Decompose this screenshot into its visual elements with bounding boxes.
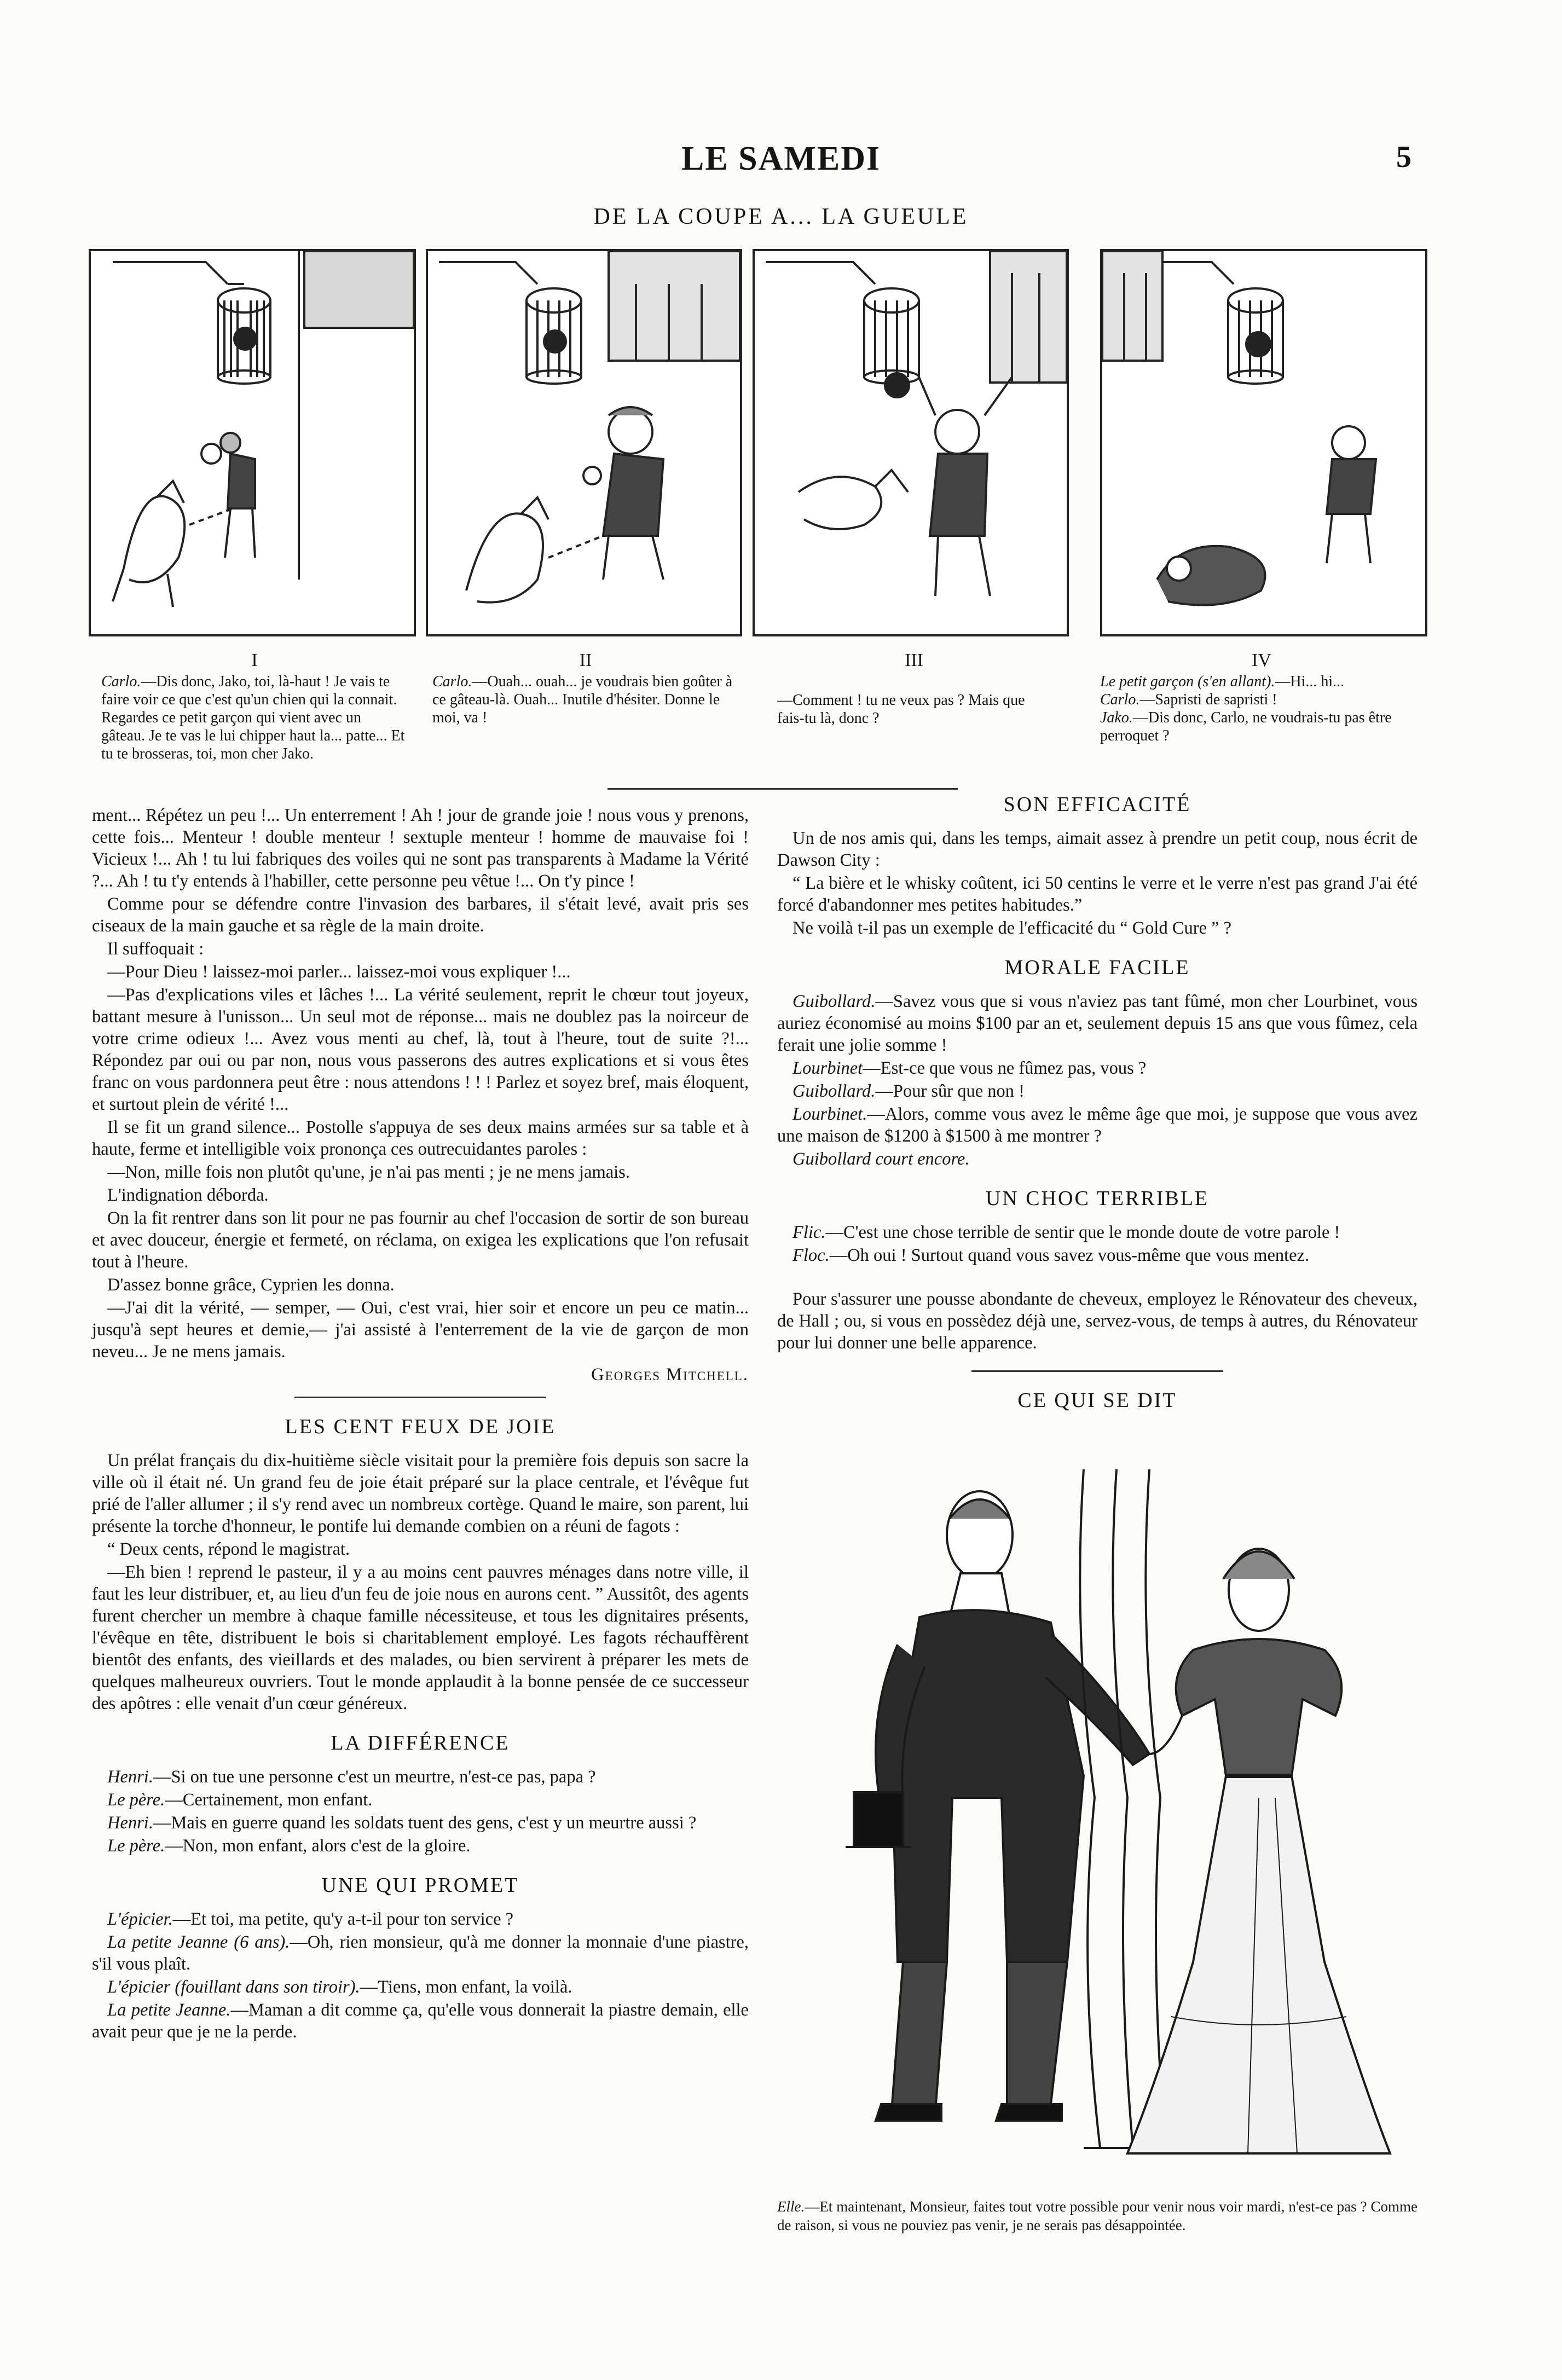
story-paragraph: On la fit rentrer dans son lit pour ne pas fournir au chef l'occasion de sortir de son bureau et avec douceur, énergie et fermeté, on réclama, on exigea les explications que l'on refusait tout à l'heure. xyxy=(92,1208,749,1272)
courtship-drawing xyxy=(843,1469,1423,2181)
dialogue-text: —Sapristi de sapristi ! xyxy=(1139,691,1277,708)
speaker: Lourbinet xyxy=(792,1058,863,1078)
speaker: Le père. xyxy=(107,1836,165,1856)
dialogue-line xyxy=(92,1976,749,1998)
speaker: L'épicier (fouillant dans son tiroir). xyxy=(107,1977,360,1997)
dialogue-text: —Mais en guerre quand les soldats tuent des gens, c'est y un meurtre aussi ? xyxy=(153,1813,697,1833)
panel-4-numeral: IV xyxy=(1252,650,1271,670)
speaker: Le petit garçon (s'en allant). xyxy=(1100,673,1275,690)
dialogue-text: —Ouah... ouah... je voudrais bien goûter à ce gâteau-là. Ouah... Inutile d'hésiter. Donne le moi, va ! xyxy=(432,673,733,726)
panel-4-dialogue-1 xyxy=(1100,673,1423,691)
panel-3-dialogue xyxy=(777,691,1051,727)
speaker: Lourbinet. xyxy=(792,1104,867,1124)
dialogue-text: —Oh, rien monsieur, qu'à me donner la monnaie d'une piastre, s'il vous plaît. xyxy=(92,1932,749,1974)
story-paragraph: —Pas d'explications viles et lâches !... La vérité seulement, reprit le chœur tout joyeux, battant mesure à l'unisson... Un seul mot de réponse... mais ne doublez pas la noirceur de votre crime odieux !... Avez vous menti au chef, là, tout à l'heure, tout de suite ?!... Répondez par oui ou par non, nous vous passerons des autres explications et si vous êtes franc on vous pardonnera peut être : nous attendons ! ! ! Parlez et soyez bref, mais éloquent, et surtout plein de vérité !... xyxy=(92,985,749,1114)
article-paragraph: “ Deux cents, répond le magistrat. xyxy=(107,1539,350,1559)
section-title: LA DIFFÉRENCE xyxy=(331,1732,510,1754)
author-signature: Georges Mitchell. xyxy=(591,1365,749,1385)
illustration-caption xyxy=(777,2197,1418,2234)
speaker: Carlo. xyxy=(1100,691,1140,708)
dialogue-text: —Dis donc, Carlo, ne voudrais-tu pas être perroquet ? xyxy=(1100,709,1392,744)
dialogue-text: —Maman a dit comme ça, qu'elle vous donnerait la piastre demain, elle avait peur que je ne la perde. xyxy=(92,2000,749,2042)
panel-4-dialogue-2 xyxy=(1100,691,1423,709)
dialogue-line xyxy=(92,1835,749,1857)
dialogue-text: —Certainement, mon enfant. xyxy=(165,1790,373,1810)
illustration-title: CE QUI SE DIT xyxy=(1017,1389,1177,1412)
panel-1-dialogue xyxy=(101,673,408,763)
panel-2-caption xyxy=(432,651,739,727)
dialogue-text: —Tiens, mon enfant, la voilà. xyxy=(360,1977,572,1997)
panel-1-numeral: I xyxy=(251,650,258,670)
article-paragraph: “ La bière et le whisky coûtent, ici 50 centins le verre et le verre n'est pas grand J'ai été forcé d'abandonner mes petites habitudes.” xyxy=(777,873,1418,915)
dialogue-line xyxy=(777,1244,1418,1266)
panel-2-dialogue xyxy=(432,673,739,727)
story-paragraph: —Pour Dieu ! laissez-moi parler... laissez-moi vous expliquer !... xyxy=(107,962,571,982)
story-paragraph: Il suffoquait : xyxy=(107,939,204,959)
page-number: 5 xyxy=(1396,140,1411,174)
dialogue-line xyxy=(777,1080,1418,1102)
right-column xyxy=(777,788,1418,1423)
story-paragraph: Il se fit un grand silence... Postolle s'appuya de ses deux mains armées sur sa table et à haute, ferme et intelligible voix prononça ces outrecuidantes paroles : xyxy=(92,1117,749,1159)
article-paragraph: —Eh bien ! reprend le pasteur, il y a au moins cent pauvres ménages dans notre ville, il faut les leur distribuer, et, au lieu d'un feu de joie nous en aurons cent. ” Aussitôt, des agents furent chercher un membre à chaque famille nécessiteuse, et tous les dignitaires présents, l'évêque en tête, distribuent le bois si charitablement employé. Les fagots réchauffèrent bientôt des enfants, des vieillards et des malades, ou bien servirent à préparer les mets de quelques malheureux ouvriers. Tout le monde applaudit à la bonne pensée de ce successeur des apôtres : elle venait d'un cœur généreux. xyxy=(92,1562,749,1713)
section-title: UNE QUI PROMET xyxy=(321,1874,519,1897)
comic-title: DE LA COUPE A... LA GUEULE xyxy=(593,204,969,229)
dialogue-line xyxy=(777,1057,1418,1079)
dialogue-text: —Comment ! tu ne veux pas ? Mais que fais-tu là, donc ? xyxy=(777,692,1025,727)
newspaper-title: LE SAMEDI xyxy=(681,140,881,177)
comic-panel-4-drawing xyxy=(1102,251,1425,634)
dialogue-text: —C'est une chose terrible de sentir que le monde doute de votre parole ! xyxy=(825,1223,1340,1242)
story-paragraph: Comme pour se défendre contre l'invasion des barbares, il s'était levé, avait pris ses ciseaux de la main gauche et sa règle de la main droite. xyxy=(92,894,749,936)
speaker: Le père. xyxy=(107,1790,165,1810)
story-paragraph: —J'ai dit la vérité, — semper, — Oui, c'est vrai, hier soir et encore un peu ce matin... jusqu'à sept heures et demie,— j'ai assisté à l'enterrement de la vie de garçon de mon neveu... Je ne mens jamais. xyxy=(92,1298,749,1362)
dialogue-text: —Et toi, ma petite, qu'y a-t-il pour ton service ? xyxy=(172,1909,514,1929)
panel-1-caption xyxy=(101,651,408,763)
dialogue-line xyxy=(92,1999,749,2043)
dialogue-text: —Dis donc, Jako, toi, là-haut ! Je vais te faire voir ce que c'est qu'un chien qui la connait. Regardes ce petit garçon qui vient avec un gâteau. Je te vas le lui chipper haut la... patte... Et tu te brosseras, toi, mon cher Jako. xyxy=(101,673,405,762)
comic-panel-2-drawing xyxy=(428,251,740,634)
article-paragraph: Un de nos amis qui, dans les temps, aimait assez à prendre un petit coup, nous écrit de Dawson City : xyxy=(777,829,1418,870)
dialogue-text: —Pour sûr que non ! xyxy=(875,1081,1025,1101)
speaker: La petite Jeanne (6 ans). xyxy=(107,1932,290,1952)
speaker: Carlo. xyxy=(432,673,472,690)
section-title: MORALE FACILE xyxy=(1004,956,1190,979)
speaker: La petite Jeanne. xyxy=(107,2000,231,2020)
section-title: UN CHOC TERRIBLE xyxy=(985,1187,1210,1210)
comic-panel-3 xyxy=(753,249,1069,636)
speaker: Henri. xyxy=(107,1767,153,1787)
dialogue-text: —Oh oui ! Surtout quand vous savez vous-même que vous mentez. xyxy=(829,1246,1310,1265)
section-title: LES CENT FEUX DE JOIE xyxy=(285,1415,556,1438)
dialogue-line xyxy=(777,1148,1418,1170)
story-paragraph: ment... Répétez un peu !... Un enterrement ! Ah ! jour de grande joie ! nous vous y prenons, cette fois... Menteur ! double menteur ! sextuple menteur ! homme de mauvaise foi ! Vicieux !... Ah ! tu lui fabriques des voiles qui ne sont pas transparents à Madame la Vérité ?... Ah ! tu t'y entends à l'habiller, cette personne peu vêtue !... On t'y pince ! xyxy=(92,806,749,891)
speaker: Carlo. xyxy=(101,673,141,690)
comic-panel-4 xyxy=(1100,249,1427,636)
comic-panel-2 xyxy=(426,249,742,636)
story-paragraph: D'assez bonne grâce, Cyprien les donna. xyxy=(107,1275,395,1295)
dialogue-text: —Hi... hi... xyxy=(1275,673,1345,690)
advertisement-paragraph: Pour s'assurer une pousse abondante de cheveux, employez le Rénovateur des cheveux, de Hall ; ou, si vous en possèdez déjà une, servez-vous, de temps à autres, du Rénovateur pour lui donner une belle apparence. xyxy=(777,1289,1418,1353)
speaker: Jako. xyxy=(1100,709,1133,726)
dialogue-line xyxy=(777,991,1418,1056)
courtship-illustration xyxy=(843,1469,1423,2181)
panel-4-dialogue-3 xyxy=(1100,709,1423,745)
panel-2-numeral: II xyxy=(579,650,592,670)
article-paragraph: Un prélat français du dix-huitième siècle visitait pour la première fois depuis son sacre la ville où il était né. Un grand feu de joie était préparé sur la place centrale, et l'évêque fut prié de l'aller allumer ; il s'y rend avec un nombreux cortège. Quand le maire, son parent, lui présente la torche d'honneur, le pontife lui demande combien on a réuni de fagots : xyxy=(92,1451,749,1536)
comic-panel-1 xyxy=(89,249,416,636)
panel-4-caption xyxy=(1100,651,1423,745)
speaker: Henri. xyxy=(107,1813,153,1833)
caption-text: —Et maintenant, Monsieur, faites tout votre possible pour venir nous voir mardi, n'est-ce pas ? Comme de raison, si vous ne pouviez pas venir, je ne serais pas désappointée. xyxy=(777,2198,1418,2233)
speaker: Guibollard. xyxy=(792,1081,876,1101)
dialogue-line xyxy=(92,1931,749,1975)
speaker: Guibollard court encore. xyxy=(792,1149,970,1169)
panel-3-numeral: III xyxy=(905,650,923,670)
dialogue-line xyxy=(92,1766,749,1788)
section-title: SON EFFICACITÉ xyxy=(1003,793,1191,816)
dialogue-text: —Est-ce que vous ne fûmez pas, vous ? xyxy=(863,1058,1147,1078)
dialogue-line xyxy=(777,1221,1418,1243)
section-divider xyxy=(971,1370,1223,1372)
speaker: Floc. xyxy=(792,1246,830,1265)
story-paragraph: —Non, mille fois non plutôt qu'une, je n'ai pas menti ; je ne mens jamais. xyxy=(107,1162,630,1182)
comic-panel-3-drawing xyxy=(755,251,1067,634)
left-column xyxy=(92,804,749,2044)
dialogue-text: —Si on tue une personne c'est un meurtre, n'est-ce pas, papa ? xyxy=(153,1767,596,1787)
speaker: L'épicier. xyxy=(107,1909,173,1929)
speaker: Elle. xyxy=(777,2198,805,2215)
dialogue-line xyxy=(92,1812,749,1834)
dialogue-text: —Savez vous que si vous n'aviez pas tant fûmé, mon cher Lourbinet, vous auriez économisé au moins $100 par an et, seulement depuis 15 ans que vous fûmez, cela ferait une jolie somme ! xyxy=(777,992,1418,1055)
article-paragraph: Ne voilà t-il pas un exemple de l'efficacité du “ Gold Cure ” ? xyxy=(792,918,1232,938)
speaker: Guibollard. xyxy=(792,992,876,1011)
speaker: Flic. xyxy=(792,1223,826,1242)
page-header xyxy=(0,140,1562,189)
panel-3-caption xyxy=(777,651,1051,727)
dialogue-line xyxy=(777,1103,1418,1147)
dialogue-line xyxy=(92,1908,749,1930)
comic-panel-1-drawing xyxy=(91,251,414,634)
dialogue-text: —Non, mon enfant, alors c'est de la gloire. xyxy=(165,1836,471,1856)
story-paragraph: L'indignation déborda. xyxy=(107,1185,269,1205)
dialogue-text: —Alors, comme vous avez le même âge que moi, je suppose que vous avez une maison de $1200 à $1500 à me montrer ? xyxy=(777,1104,1418,1146)
dialogue-line xyxy=(92,1789,749,1811)
section-divider xyxy=(294,1397,546,1398)
